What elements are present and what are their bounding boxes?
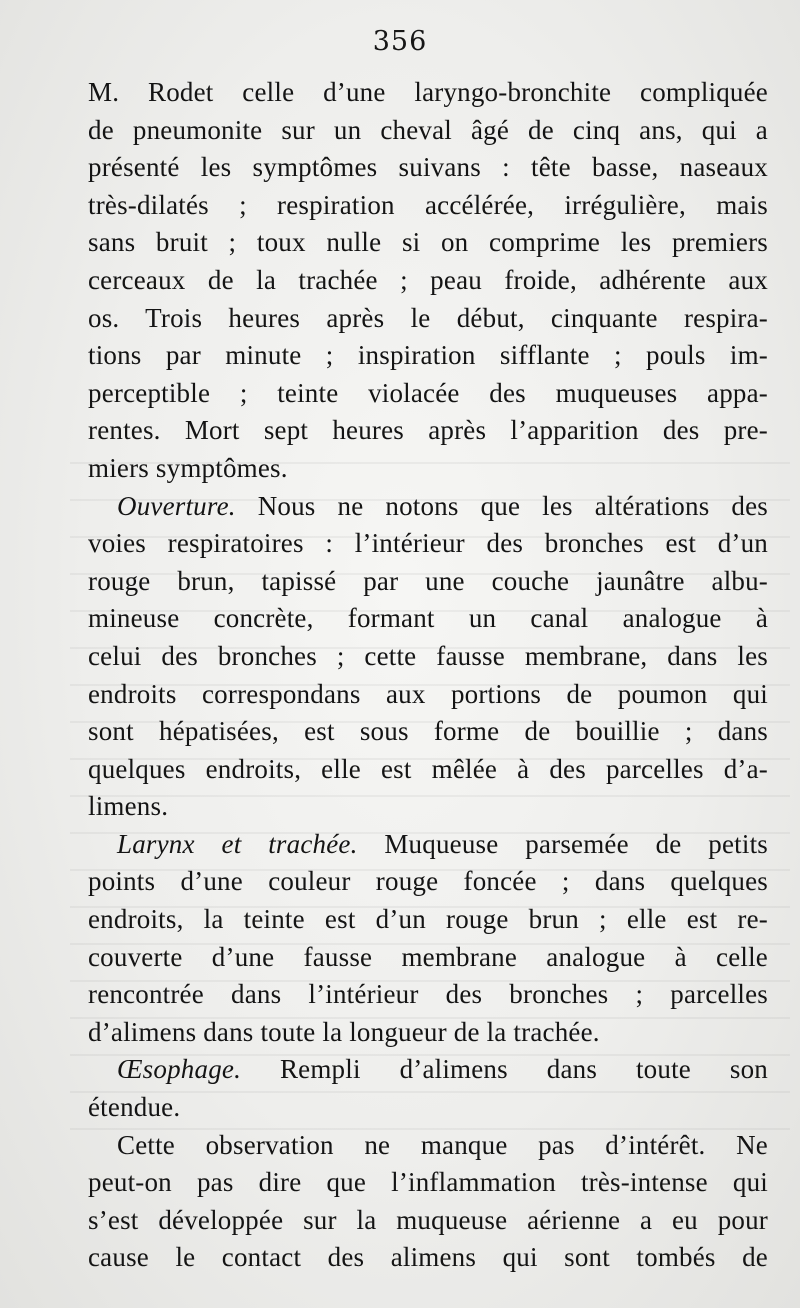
body-text — [88, 74, 768, 1277]
text-line — [88, 638, 768, 676]
text-line — [88, 112, 768, 150]
line-text: os. Trois heures après le début, cinquante respira- — [88, 302, 768, 333]
text-line — [88, 901, 768, 939]
italic-heading: Ouverture. — [117, 490, 236, 521]
text-line — [88, 300, 768, 338]
line-text: quelques endroits, elle est mêlée à des parcelles d’a- — [88, 753, 768, 784]
line-text: peut-on pas dire que l’inflammation très-intense qui — [88, 1167, 768, 1198]
line-text: endroits, la teinte est d’un rouge brun ; elle est re- — [88, 904, 768, 935]
line-text: cerceaux de la trachée ; peau froide, adhérente aux — [88, 264, 768, 295]
text-line — [88, 187, 768, 225]
line-text: endroits correspondans aux portions de poumon qui — [88, 678, 768, 709]
line-text: rentes. Mort sept heures après l’apparition des pre- — [88, 415, 768, 446]
text-line — [88, 751, 768, 789]
text-line — [88, 149, 768, 187]
line-text: très-dilatés ; respiration accélérée, irrégulière, mais — [88, 189, 768, 220]
line-text: M. Rodet celle d’une laryngo-bronchite compliquée — [88, 77, 768, 107]
line-text: limens. — [88, 791, 169, 822]
text-line — [88, 1089, 768, 1127]
text-line — [88, 1239, 768, 1277]
text-line — [88, 713, 768, 751]
line-text: miers symptômes. — [88, 452, 288, 483]
line-text: Cette observation ne manque pas d’intérêt. Ne — [117, 1129, 768, 1160]
line-text: Nous ne notons que les altérations des — [235, 490, 768, 521]
line-text: de pneumonite sur un cheval âgé de cinq ans, qui a — [88, 114, 768, 145]
text-line — [88, 224, 768, 262]
text-line — [88, 563, 768, 601]
line-text: tions par minute ; inspiration sifflante ; pouls im- — [88, 340, 768, 371]
line-text: celui des bronches ; cette fausse membrane, dans les — [88, 640, 768, 671]
line-text: Rempli d’alimens dans toute son — [241, 1054, 768, 1085]
text-line — [88, 412, 768, 450]
text-line — [88, 450, 768, 488]
text-line — [88, 74, 768, 112]
line-text: sont hépatisées, est sous forme de bouillie ; dans — [88, 716, 768, 747]
text-line — [88, 262, 768, 300]
text-line — [88, 488, 768, 526]
text-line — [88, 676, 768, 714]
line-text: points d’une couleur rouge foncée ; dans quelques — [88, 866, 768, 897]
line-text: mineuse concrète, formant un canal analogue à — [88, 603, 768, 634]
line-text: présenté les symptômes suivans : tête basse, naseaux — [88, 152, 768, 183]
text-line — [88, 1164, 768, 1202]
italic-heading: Œsophage. — [117, 1054, 242, 1085]
text-line — [88, 788, 768, 826]
text-line — [88, 976, 768, 1014]
text-line — [88, 826, 768, 864]
text-line — [88, 1014, 768, 1052]
line-text: Muqueuse parsemée de petits — [357, 828, 768, 859]
italic-heading: Larynx et trachée. — [117, 828, 358, 859]
line-text: étendue. — [88, 1092, 181, 1123]
line-text: d’alimens dans toute la longueur de la trachée. — [88, 1016, 600, 1047]
line-text: cause le contact des alimens qui sont tombés de — [88, 1242, 768, 1273]
line-text: perceptible ; teinte violacée des muqueuses appa- — [88, 377, 768, 408]
text-line — [88, 863, 768, 901]
text-line — [88, 375, 768, 413]
text-line — [88, 600, 768, 638]
line-text: couverte d’une fausse membrane analogue à celle — [88, 941, 768, 972]
text-line — [88, 939, 768, 977]
page-number: 356 — [372, 26, 428, 57]
text-line — [88, 1127, 768, 1165]
text-line — [88, 525, 768, 563]
line-text: s’est développée sur la muqueuse aérienne a eu pour — [88, 1204, 768, 1235]
line-text: sans bruit ; toux nulle si on comprime les premiers — [88, 227, 768, 258]
line-text: voies respiratoires : l’intérieur des bronches est d’un — [88, 528, 768, 559]
line-text: rouge brun, tapissé par une couche jaunâtre albu- — [88, 565, 768, 596]
text-line — [88, 337, 768, 375]
text-line — [88, 1202, 768, 1240]
text-line — [88, 1051, 768, 1089]
line-text: rencontrée dans l’intérieur des bronches ; parcelles — [88, 979, 768, 1010]
